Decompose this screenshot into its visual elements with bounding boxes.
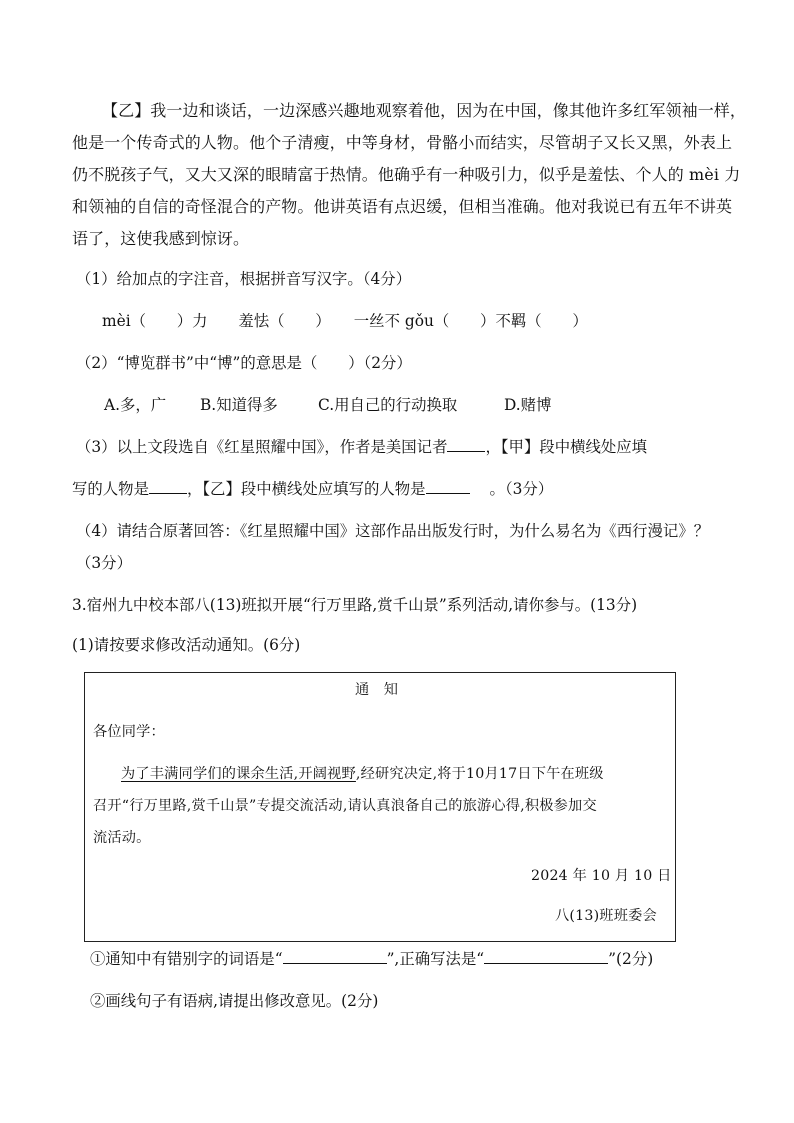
answer-blank-author[interactable] [447, 437, 485, 452]
notice-heading: 通 知 [355, 682, 399, 698]
question-3-text: ，【乙】段中横线处应填写的人物是 [186, 480, 426, 498]
section-3-title: 3.宿州九中校本部八(13)班拟开展“行万里路,赏千山景”系列活动,请你参与。(13分) [72, 596, 638, 614]
passage-line: 语了，这使我感到惊讶。 [72, 229, 250, 248]
question-2-prompt: （2）“博览群书”中“博”的意思是（ ）（2分） [76, 354, 412, 372]
option-b: B.知道得多 [200, 396, 278, 414]
question-3-text: （3）以上文段选自《红星照耀中国》，作者是美国记者 [76, 438, 448, 456]
question-1-items: mèi（ ）力 羞怯（ ） 一丝不 gǒu（ ）不羁（ ） [102, 312, 588, 330]
sub-question-1-text: ”(2分) [608, 950, 654, 968]
sub-question-1-text: ①通知中有错别字的词语是“ [90, 950, 283, 968]
option-c: C.用自己的行动换取 [318, 396, 458, 414]
question-3-text: 。（3分） [489, 480, 554, 498]
notice-date: 2024 年 10 月 10 日 [531, 868, 672, 884]
option-d: D.赌博 [504, 396, 552, 414]
question-1-prompt: （1）给加点的字注音，根据拼音写汉字。（4分） [76, 270, 412, 288]
sub-question-2: ②画线句子有语病,请提出修改意见。(2分) [90, 992, 379, 1010]
notice-salutation: 各位同学： [93, 724, 165, 740]
notice-box [84, 672, 676, 942]
answer-blank-person-a[interactable] [149, 479, 187, 494]
question-3-text: 写的人物是 [72, 480, 149, 498]
passage-line: 【乙】我一边和谈话，一边深感兴趣地观察着他，因为在中国，像其他许多红军领袖一样， [102, 101, 747, 120]
answer-blank-correct-word[interactable] [484, 949, 608, 964]
question-4-line-1: （4）请结合原著回答：《红星照耀中国》这部作品出版发行时，为什么易名为《西行漫记》？ [76, 522, 710, 540]
answer-blank-wrong-word[interactable] [283, 949, 387, 964]
answer-blank-person-b[interactable] [426, 479, 470, 494]
sub-question-1-text: ”,正确写法是“ [386, 950, 485, 968]
notice-signature: 八(13)班班委会 [555, 908, 657, 924]
notice-body-line-3: 流活动。 [93, 830, 151, 846]
section-3-sub-1: (1)请按要求修改活动通知。(6分) [72, 636, 301, 654]
notice-body-line-2: 召开“行万里路,赏千山景”专提交流活动,请认真浪备自己的旅游心得,积极参加交 [93, 798, 597, 814]
question-3-text: ，【甲】段中横线处应填 [485, 438, 648, 456]
passage-line: 他是一个传奇式的人物。他个子清瘦，中等身材，骨骼小而结实，尽管胡子又长又黑，外表上 [72, 133, 733, 152]
question-3-line-1 [76, 436, 647, 458]
notice-body-line-1 [121, 763, 604, 785]
passage-line: 仍不脱孩子气，又大又深的眼睛富于热情。他确乎有一种吸引力，似乎是羞怯、个人的 mèi 力 [72, 165, 741, 184]
sub-question-1 [90, 948, 653, 970]
option-a: A.多，广 [104, 396, 167, 414]
passage-line: 和领袖的自信的奇怪混合的产物。他讲英语有点迟缓，但相当准确。他对我说已有五年不讲英 [72, 197, 733, 216]
question-3-line-2 [72, 478, 553, 500]
question-4-line-2: （3分） [76, 554, 132, 572]
notice-body-text: ,经研究决定,将于10月17日下午在班级 [355, 766, 604, 782]
underlined-sentence: 为了丰满同学们的课余生活,开阔视野 [121, 766, 356, 782]
